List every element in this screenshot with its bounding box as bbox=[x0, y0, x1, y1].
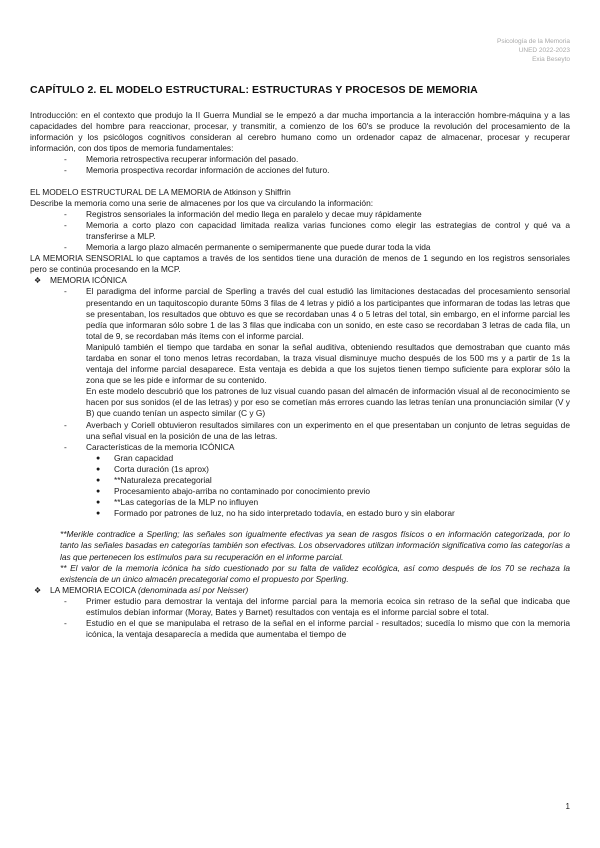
dash-marker: - bbox=[64, 419, 67, 430]
dash-marker: - bbox=[64, 441, 67, 452]
list-item: - Memoria a corto plazo con capacidad limitada realiza varias funciones como elegir las estrategias de control y qué va a transferirse a MLP. bbox=[64, 219, 570, 241]
list-item: - Memoria a largo plazo almacén permanente o semipermanente que puede durar toda la vida bbox=[64, 242, 431, 253]
header-author: Exia Beseyto bbox=[532, 56, 570, 63]
chapter-title: CAPÍTULO 2. EL MODELO ESTRUCTURAL: ESTRUCTURAS Y PROCESOS DE MEMORIA bbox=[30, 84, 478, 96]
bullet-icon: ● bbox=[96, 488, 101, 496]
dash-marker: - bbox=[64, 242, 67, 253]
list-item: ● Gran capacidad bbox=[96, 452, 174, 463]
list-item bbox=[30, 286, 570, 419]
footnotes bbox=[30, 529, 570, 584]
dash-marker: - bbox=[64, 208, 67, 219]
model-description: Describe la memoria como una serie de almacenes por los que va circulando la información: bbox=[30, 197, 374, 208]
bullet-icon: ● bbox=[96, 499, 101, 507]
document-body bbox=[30, 110, 570, 640]
dash-marker: - bbox=[64, 286, 67, 297]
validity-note: ** El valor de la memoria icónica ha sido cuestionado por su falta de validez ecológica, así como después de los 70 se rechaza la existencia de un único almacén precategorial como el propuesto por Sperling. bbox=[60, 562, 570, 584]
dash-marker: - bbox=[64, 154, 67, 165]
delay-paragraph: Manipuló también el tiempo que tardaba en sonar la señal auditiva, obteniendo resultados que demostraban que cuanto más tardaba en sonar el tono menos letras recordaban, la traza visual disminuye mucho después de los 500 ms y a partir de 1s la ventaja del informe parcial desaparece. Esta ventaja es debida a que los sujetos tienen tiempo suficiente para explorar sólo la zona que se les pide e informar de su contenido. bbox=[86, 341, 570, 386]
bullet-icon: ● bbox=[96, 477, 101, 484]
bullet-icon: ● bbox=[96, 465, 101, 473]
intro-paragraph: Introducción: en el contexto que produjo la II Guerra Mundial se le empezó a dar mucha importancia a la interacción hombre-máquina y a las capacidades del hombre para reaccionar, procesar, y transmitir, a comienzo de los 60's se produce la revolución del procesamiento de la información y los psicólogos cognitivos consideran al cerebro humano como un ordenador capaz de almacenar, procesar y recuperar información, con dos tipos de memoria fundamentales: bbox=[30, 110, 570, 154]
diamond-bullet-icon: ❖ bbox=[34, 585, 42, 595]
list-item: ● Formado por patrones de luz, no ha sido interpretado todavía, en estado buro y sin elaborar bbox=[96, 508, 455, 519]
header-course: Psicología de la Memoria bbox=[497, 38, 570, 45]
list-item: ● Corta duración (1s aprox) bbox=[96, 463, 209, 474]
page-header bbox=[497, 37, 570, 64]
memory-types-list bbox=[30, 154, 570, 176]
iconica-heading: ❖ MEMORIA ICÓNICA bbox=[34, 275, 127, 286]
sperling-paragraph: El paradigma del informe parcial de Sperling a través del cual estudió las limitaciones destacadas del procesamiento sensorial presentando en un taquitoscopio durante 50ms 3 filas de 4 letras y pidió a los participantes que informaran de todas las letras que se presentaban, los resultados que obtuvo es que se recordaban unas 4 o 5 letras del total, sin embargo, en el informe parcial les pedía que informaran sólo sobre 1 de las 3 filas que indicaba con un sonido, en este caso se recordaban 3 letras de cada fila, un total de 9, se recordaban más ítems con el informe parcial. bbox=[86, 286, 570, 341]
list-item: - Memoria prospectiva recordar información de acciones del futuro. bbox=[64, 165, 330, 176]
list-item: - Registros sensoriales la información del medio llega en paralelo y decae muy rápidamente bbox=[64, 208, 422, 219]
sensorial-paragraph: LA MEMORIA SENSORIAL lo que captamos a través de los sentidos tiene una duración de menos de 1 segundo en los registros sensoriales pero se continúa procesando en la MCP. bbox=[30, 253, 570, 275]
diamond-bullet-icon: ❖ bbox=[34, 276, 42, 286]
merikle-note: **Merikle contradice a Sperling; las señales son igualmente efectivas ya sean de rasgos físicos o en información categorizada, por lo tanto las señales basadas en categorías también son efectivas. Los observadores utilizan información significativa como las categorías a las que pertenecen los estímulos para su recuperación en el informe parcial. bbox=[60, 529, 570, 562]
ecoica-list bbox=[30, 596, 570, 640]
list-item: ● **Las categorías de la MLP no influyen bbox=[96, 497, 259, 508]
list-item: - Memoria retrospectiva recuperar información del pasado. bbox=[64, 154, 299, 165]
bullet-icon: ● bbox=[96, 454, 101, 462]
characteristics-list bbox=[30, 453, 570, 520]
iconica-list bbox=[30, 286, 570, 452]
list-item: - Estudio en el que se manipulaba el retraso de la señal en el informe parcial - resultados; sucedía lo mismo que con la memoria icónica, la ventaja desaparecía a medida que aumentaba el tiempo de bbox=[64, 618, 570, 640]
characteristics-heading: Características de la memoria ICÓNICA bbox=[86, 441, 235, 452]
page-number: 1 bbox=[565, 802, 570, 811]
list-item: - Primer estudio para demostrar la ventaja del informe parcial para la memoria ecoica sin retraso de la señal que indicaba que estímulos debían informar (Moray, Bates y Barnet) resultados con ventaja es el informe parcial sobre el total. bbox=[64, 595, 570, 618]
list-item: ● Procesamiento abajo-arriba no contaminado por conocimiento previo bbox=[96, 486, 371, 497]
list-item: - Averbach y Coriell obtuvieron resultados similares con un experimento en el que presentaban un conjunto de letras seguidas de una señal visual en la posición de una de las letras. bbox=[64, 419, 570, 441]
header-year: UNED 2022-2023 bbox=[518, 47, 570, 54]
model-heading: EL MODELO ESTRUCTURAL DE LA MEMORIA de Atkinson y Shiffrin bbox=[30, 186, 291, 197]
ecoica-heading: ❖ LA MEMORIA ECOICA (denominada así por Neisser) bbox=[34, 584, 249, 595]
list-item bbox=[30, 442, 570, 453]
bullet-icon: ● bbox=[96, 510, 101, 518]
list-item: ● **Naturaleza precategorial bbox=[96, 475, 212, 485]
dash-marker: - bbox=[64, 618, 67, 629]
recognition-paragraph: En este modelo descubrió que los patrones de luz visual cuando pasan del almacén de información visual al de reconocimiento se hacen por sus sonidos (el de las letras) y por eso se cometían más errores cuando las letras tenían una pronunciación similar (V y B) que cuando tenían un aspecto similar (C y G) bbox=[86, 386, 570, 419]
dash-marker: - bbox=[64, 595, 67, 606]
dash-marker: - bbox=[64, 219, 67, 230]
dash-marker: - bbox=[64, 165, 67, 176]
stores-list bbox=[30, 209, 570, 253]
